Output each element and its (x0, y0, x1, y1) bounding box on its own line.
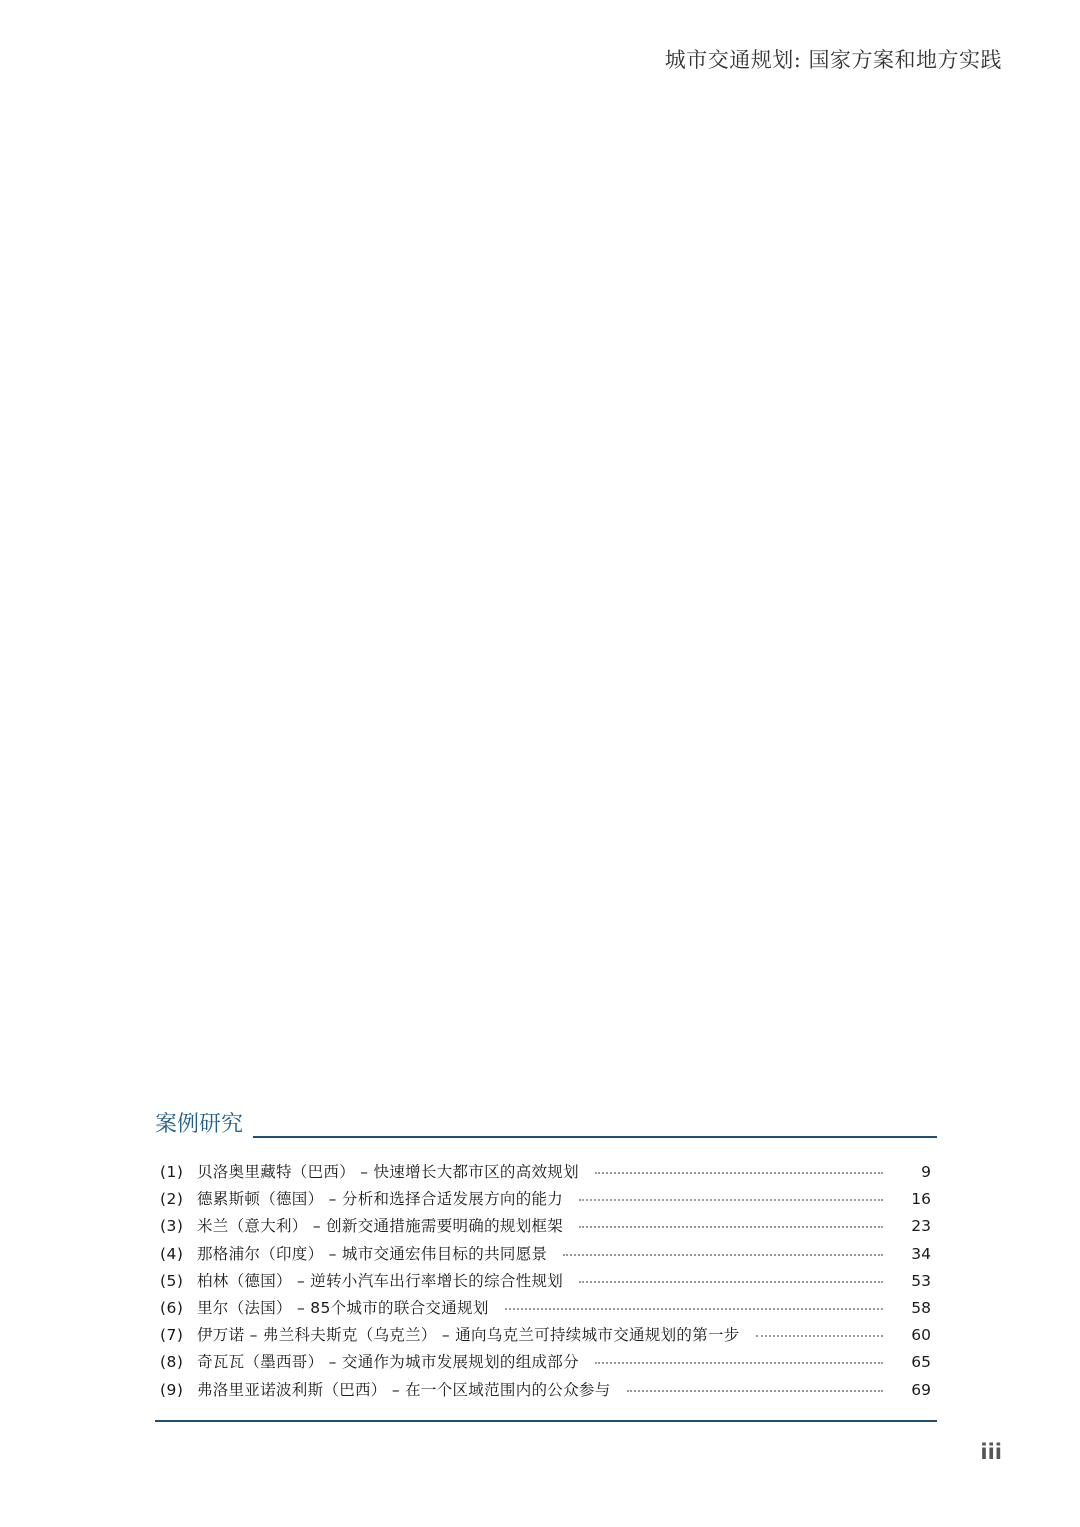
toc-entry-number: (4) (160, 1244, 184, 1263)
toc-entry-page: 53 (911, 1271, 931, 1290)
case-studies-toc (155, 1108, 937, 1422)
toc-entry-number: (9) (160, 1380, 184, 1399)
toc-entry-page: 58 (911, 1298, 931, 1317)
toc-dot-leader (579, 1226, 883, 1228)
toc-bottom-rule (155, 1420, 937, 1422)
toc-dot-leader (756, 1335, 883, 1337)
toc-entry-title: 弗洛里亚诺波利斯（巴西） – 在一个区域范围内的公众参与 (197, 1380, 611, 1399)
toc-dot-leader (563, 1254, 883, 1256)
toc-entry[interactable] (155, 1213, 937, 1240)
running-header-title: 城市交通规划: 国家方案和地方实践 (664, 48, 1002, 72)
toc-dot-leader (627, 1390, 883, 1392)
toc-entry-title: 德累斯顿（德国） – 分析和选择合适发展方向的能力 (197, 1190, 564, 1209)
toc-dot-leader (579, 1281, 883, 1283)
toc-dot-leader (595, 1362, 883, 1364)
toc-entry[interactable] (155, 1295, 937, 1322)
toc-entry-title: 伊万诺 – 弗兰科夫斯克（乌克兰） – 通向乌克兰可持续城市交通规划的第一步 (197, 1326, 740, 1345)
toc-dot-leader (595, 1172, 883, 1174)
toc-entry-page: 65 (911, 1353, 931, 1372)
toc-entry[interactable] (155, 1349, 937, 1376)
toc-entry[interactable] (155, 1322, 937, 1349)
toc-entry-number: (8) (160, 1353, 184, 1372)
toc-entry-title: 贝洛奥里藏特（巴西） – 快速增长大都市区的高效规划 (197, 1163, 579, 1181)
toc-entry-title: 柏林（德国） – 逆转小汽车出行率增长的综合性规划 (197, 1271, 564, 1290)
toc-entry[interactable] (155, 1377, 937, 1404)
toc-entry-page: 34 (911, 1244, 931, 1263)
toc-entry-number: (5) (160, 1271, 184, 1290)
toc-entry[interactable] (155, 1268, 937, 1295)
toc-entry-page: 9 (921, 1163, 931, 1181)
toc-entry-page: 16 (911, 1190, 931, 1209)
toc-list (155, 1159, 937, 1404)
toc-entry-number: (6) (160, 1298, 184, 1317)
toc-entry-title: 奇瓦瓦（墨西哥） – 交通作为城市发展规划的组成部分 (197, 1353, 579, 1372)
toc-dot-leader (505, 1308, 883, 1310)
toc-entry-title: 米兰（意大利） – 创新交通措施需要明确的规划框架 (197, 1217, 564, 1236)
toc-entry[interactable] (155, 1241, 937, 1268)
toc-heading-rule (253, 1136, 937, 1138)
toc-entry-number: (7) (160, 1326, 184, 1345)
toc-entry-page: 60 (911, 1326, 931, 1345)
page-number: iii (980, 1440, 1002, 1464)
toc-entry[interactable] (155, 1159, 937, 1186)
toc-entry-number: (2) (160, 1190, 184, 1209)
toc-entry-page: 69 (911, 1380, 931, 1399)
toc-heading: 案例研究 (155, 1112, 244, 1137)
toc-entry-page: 23 (911, 1217, 931, 1236)
toc-entry-number: (1) (160, 1163, 184, 1181)
toc-heading-row (155, 1108, 937, 1140)
toc-entry-number: (3) (160, 1217, 184, 1236)
toc-entry[interactable] (155, 1186, 937, 1213)
toc-dot-leader (579, 1199, 883, 1201)
toc-entry-title: 里尔（法国） – 85个城市的联合交通规划 (197, 1298, 489, 1317)
toc-entry-title: 那格浦尔（印度） – 城市交通宏伟目标的共同愿景 (197, 1244, 548, 1263)
